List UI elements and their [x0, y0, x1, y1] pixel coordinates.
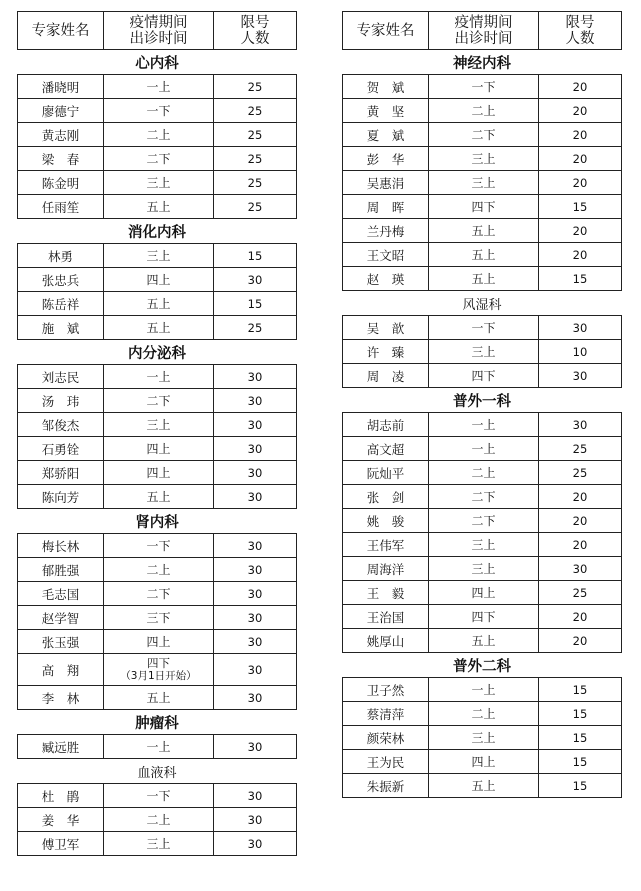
quota-count: 30 — [539, 316, 622, 340]
table-row — [343, 75, 622, 99]
expert-name: 郑骄阳 — [18, 461, 104, 485]
department-title: 心内科 — [18, 50, 297, 75]
expert-name: 赵 瑛 — [343, 267, 429, 291]
table-row — [343, 726, 622, 750]
header-quota-line2: 人数 — [565, 30, 595, 47]
expert-name: 王治国 — [343, 605, 429, 629]
quota-count: 15 — [214, 244, 297, 268]
clinic-time: 一上 — [104, 365, 214, 389]
clinic-time: 四上 — [429, 581, 539, 605]
expert-name: 石勇铨 — [18, 437, 104, 461]
department-row — [18, 509, 297, 534]
expert-name: 王 毅 — [343, 581, 429, 605]
department-row — [18, 710, 297, 735]
header-quota-line1: 限号 — [565, 14, 595, 31]
expert-name: 臧远胜 — [18, 735, 104, 759]
table-row — [343, 581, 622, 605]
department-row — [343, 388, 622, 413]
expert-name: 廖德宁 — [18, 99, 104, 123]
clinic-time: 二下 — [104, 582, 214, 606]
table-row — [343, 533, 622, 557]
quota-count: 20 — [539, 75, 622, 99]
expert-name: 胡志前 — [343, 413, 429, 437]
quota-count: 20 — [539, 485, 622, 509]
table-row — [343, 605, 622, 629]
table-row — [343, 171, 622, 195]
table-row — [343, 340, 622, 364]
right-table-body — [343, 50, 622, 798]
expert-name: 姜 华 — [18, 808, 104, 832]
department-row — [18, 50, 297, 75]
table-row — [18, 558, 297, 582]
header-quota — [539, 12, 622, 50]
quota-count: 30 — [214, 413, 297, 437]
expert-name: 陈金明 — [18, 171, 104, 195]
quota-count: 15 — [214, 292, 297, 316]
clinic-time — [104, 654, 214, 686]
expert-name: 许 臻 — [343, 340, 429, 364]
header-quota — [214, 12, 297, 50]
quota-count: 10 — [539, 340, 622, 364]
expert-name: 姚 骏 — [343, 509, 429, 533]
table-row — [18, 268, 297, 292]
department-title: 消化内科 — [18, 219, 297, 244]
clinic-time: 三下 — [104, 606, 214, 630]
table-row — [18, 75, 297, 99]
clinic-time: 三上 — [429, 340, 539, 364]
quota-count: 25 — [539, 437, 622, 461]
expert-name: 刘志民 — [18, 365, 104, 389]
table-row — [343, 316, 622, 340]
quota-count: 25 — [214, 75, 297, 99]
quota-count: 30 — [214, 784, 297, 808]
expert-name: 陈岳祥 — [18, 292, 104, 316]
department-title: 内分泌科 — [18, 340, 297, 365]
quota-count: 15 — [539, 195, 622, 219]
expert-name: 吴 歆 — [343, 316, 429, 340]
expert-name: 傅卫军 — [18, 832, 104, 856]
header-clinic-time — [429, 12, 539, 50]
table-row — [343, 509, 622, 533]
expert-name: 张忠兵 — [18, 268, 104, 292]
department-title: 神经内科 — [343, 50, 622, 75]
expert-name: 黄 坚 — [343, 99, 429, 123]
table-row — [18, 582, 297, 606]
quota-count: 30 — [214, 558, 297, 582]
table-row — [18, 195, 297, 219]
clinic-time: 五上 — [104, 485, 214, 509]
clinic-time: 四下 — [429, 605, 539, 629]
department-title: 风湿科 — [343, 291, 622, 316]
table-row — [18, 686, 297, 710]
expert-name: 朱振新 — [343, 774, 429, 798]
clinic-time: 四上 — [104, 461, 214, 485]
department-title: 普外一科 — [343, 388, 622, 413]
quota-count: 20 — [539, 219, 622, 243]
clinic-time: 二上 — [429, 99, 539, 123]
header-expert-name: 专家姓名 — [343, 12, 429, 50]
quota-count: 15 — [539, 267, 622, 291]
clinic-time: 二下 — [429, 485, 539, 509]
clinic-time: 三上 — [104, 244, 214, 268]
department-title: 肾内科 — [18, 509, 297, 534]
header-expert-name: 专家姓名 — [18, 12, 104, 50]
clinic-time: 一下 — [104, 99, 214, 123]
header-clinic-time-line2: 出诊时间 — [129, 30, 188, 47]
expert-name: 贺 斌 — [343, 75, 429, 99]
clinic-time: 三上 — [429, 171, 539, 195]
clinic-time: 五上 — [429, 629, 539, 653]
clinic-time: 五上 — [104, 316, 214, 340]
clinic-time: 四上 — [429, 750, 539, 774]
table-row — [18, 808, 297, 832]
quota-count: 30 — [214, 686, 297, 710]
table-row — [343, 750, 622, 774]
quota-count: 25 — [214, 99, 297, 123]
quota-count: 20 — [539, 533, 622, 557]
expert-name: 高文超 — [343, 437, 429, 461]
table-row — [18, 784, 297, 808]
clinic-time: 一下 — [104, 534, 214, 558]
table-row — [343, 195, 622, 219]
clinic-time: 四下 — [429, 364, 539, 388]
table-row — [18, 147, 297, 171]
quota-count: 20 — [539, 605, 622, 629]
clinic-time: 二上 — [429, 461, 539, 485]
department-title: 肿瘤科 — [18, 710, 297, 735]
expert-name: 郁胜强 — [18, 558, 104, 582]
table-row — [343, 267, 622, 291]
table-row — [343, 123, 622, 147]
quota-count: 30 — [539, 557, 622, 581]
department-row — [18, 340, 297, 365]
clinic-time: 三上 — [104, 832, 214, 856]
expert-name: 蔡清萍 — [343, 702, 429, 726]
clinic-time: 一下 — [429, 75, 539, 99]
quota-count: 20 — [539, 509, 622, 533]
clinic-time: 一下 — [104, 784, 214, 808]
right-schedule-column — [342, 11, 621, 798]
clinic-time: 二下 — [104, 389, 214, 413]
clinic-time: 三上 — [429, 726, 539, 750]
expert-name: 任雨笙 — [18, 195, 104, 219]
clinic-time: 五上 — [429, 243, 539, 267]
clinic-time: 二上 — [104, 123, 214, 147]
quota-count: 15 — [539, 702, 622, 726]
table-row — [18, 99, 297, 123]
clinic-time: 三上 — [429, 557, 539, 581]
clinic-time-note: （3月1日开始） — [120, 670, 197, 682]
expert-name: 王伟军 — [343, 533, 429, 557]
quota-count: 20 — [539, 147, 622, 171]
clinic-time: 五上 — [429, 219, 539, 243]
table-row — [18, 606, 297, 630]
table-row — [18, 832, 297, 856]
expert-name: 梅长林 — [18, 534, 104, 558]
expert-name: 张 剑 — [343, 485, 429, 509]
expert-name: 潘晓明 — [18, 75, 104, 99]
left-schedule-column — [17, 11, 296, 856]
table-row — [343, 774, 622, 798]
table-row — [343, 364, 622, 388]
expert-name: 王文昭 — [343, 243, 429, 267]
clinic-time: 五上 — [429, 267, 539, 291]
quota-count: 30 — [214, 437, 297, 461]
expert-name: 高 翔 — [18, 654, 104, 686]
quota-count: 30 — [214, 735, 297, 759]
table-row — [18, 735, 297, 759]
quota-count: 15 — [539, 726, 622, 750]
department-row — [343, 291, 622, 316]
expert-name: 李 林 — [18, 686, 104, 710]
clinic-time: 二下 — [104, 147, 214, 171]
quota-count: 30 — [539, 413, 622, 437]
clinic-time: 二上 — [429, 702, 539, 726]
clinic-time: 四上 — [104, 268, 214, 292]
quota-count: 30 — [539, 364, 622, 388]
table-row — [18, 123, 297, 147]
expert-name: 吴惠涓 — [343, 171, 429, 195]
table-row — [18, 389, 297, 413]
clinic-time: 五上 — [104, 292, 214, 316]
table-row — [18, 654, 297, 686]
department-row — [18, 219, 297, 244]
expert-name: 夏 斌 — [343, 123, 429, 147]
quota-count: 25 — [214, 123, 297, 147]
clinic-time: 五上 — [104, 686, 214, 710]
department-row — [343, 50, 622, 75]
expert-name: 姚厚山 — [343, 629, 429, 653]
clinic-time: 二下 — [429, 123, 539, 147]
table-row — [343, 485, 622, 509]
expert-name: 颜荣林 — [343, 726, 429, 750]
department-row — [18, 759, 297, 784]
quota-count: 25 — [214, 147, 297, 171]
expert-name: 施 斌 — [18, 316, 104, 340]
left-table-body — [18, 50, 297, 856]
quota-count: 30 — [214, 268, 297, 292]
table-row — [18, 244, 297, 268]
quota-count: 30 — [214, 389, 297, 413]
department-row — [343, 653, 622, 678]
quota-count: 15 — [539, 774, 622, 798]
table-row — [343, 147, 622, 171]
expert-name: 梁 春 — [18, 147, 104, 171]
left-schedule-table — [17, 11, 297, 856]
clinic-time: 五上 — [104, 195, 214, 219]
table-row — [343, 629, 622, 653]
expert-name: 陈向芳 — [18, 485, 104, 509]
table-row — [18, 316, 297, 340]
table-row — [343, 557, 622, 581]
quota-count: 20 — [539, 629, 622, 653]
quota-count: 20 — [539, 99, 622, 123]
quota-count: 25 — [214, 195, 297, 219]
expert-name: 周海洋 — [343, 557, 429, 581]
expert-name: 黄志刚 — [18, 123, 104, 147]
quota-count: 25 — [214, 171, 297, 195]
clinic-time: 一上 — [429, 437, 539, 461]
quota-count: 20 — [539, 123, 622, 147]
clinic-time: 一上 — [429, 413, 539, 437]
table-row — [343, 461, 622, 485]
expert-name: 邹俊杰 — [18, 413, 104, 437]
quota-count: 15 — [539, 750, 622, 774]
quota-count: 25 — [539, 581, 622, 605]
department-title: 血液科 — [18, 759, 297, 784]
quota-count: 30 — [214, 606, 297, 630]
quota-count: 30 — [214, 365, 297, 389]
expert-name: 王为民 — [343, 750, 429, 774]
quota-count: 30 — [214, 654, 297, 686]
expert-name: 周 晖 — [343, 195, 429, 219]
table-row — [343, 702, 622, 726]
table-header-row — [343, 12, 622, 50]
table-row — [18, 485, 297, 509]
expert-name: 赵学智 — [18, 606, 104, 630]
quota-count: 30 — [214, 832, 297, 856]
clinic-time: 四上 — [104, 437, 214, 461]
expert-name: 阮灿平 — [343, 461, 429, 485]
expert-name: 林勇 — [18, 244, 104, 268]
expert-name: 张玉强 — [18, 630, 104, 654]
expert-name: 周 凌 — [343, 364, 429, 388]
table-row — [18, 171, 297, 195]
department-title: 普外二科 — [343, 653, 622, 678]
clinic-time: 一上 — [104, 75, 214, 99]
clinic-time: 三上 — [429, 147, 539, 171]
expert-name: 卫子然 — [343, 678, 429, 702]
expert-name: 杜 鹃 — [18, 784, 104, 808]
quota-count: 30 — [214, 582, 297, 606]
clinic-time: 二上 — [104, 558, 214, 582]
right-schedule-table — [342, 11, 622, 798]
expert-name: 毛志国 — [18, 582, 104, 606]
header-clinic-time — [104, 12, 214, 50]
header-clinic-time-line1: 疫情期间 — [454, 14, 513, 31]
quota-count: 30 — [214, 485, 297, 509]
table-row — [343, 413, 622, 437]
clinic-time: 一下 — [429, 316, 539, 340]
header-quota-line2: 人数 — [240, 30, 270, 47]
expert-name: 汤 玮 — [18, 389, 104, 413]
table-header-row — [18, 12, 297, 50]
table-row — [18, 534, 297, 558]
table-row — [18, 461, 297, 485]
table-row — [18, 292, 297, 316]
quota-count: 25 — [214, 316, 297, 340]
table-row — [343, 243, 622, 267]
quota-count: 15 — [539, 678, 622, 702]
table-row — [18, 365, 297, 389]
table-row — [343, 99, 622, 123]
quota-count: 25 — [539, 461, 622, 485]
quota-count: 20 — [539, 171, 622, 195]
clinic-time: 一上 — [429, 678, 539, 702]
clinic-time: 三上 — [104, 413, 214, 437]
header-clinic-time-line2: 出诊时间 — [454, 30, 513, 47]
clinic-time: 三上 — [104, 171, 214, 195]
quota-count: 20 — [539, 243, 622, 267]
quota-count: 30 — [214, 808, 297, 832]
clinic-time: 四上 — [104, 630, 214, 654]
table-row — [343, 219, 622, 243]
header-clinic-time-line1: 疫情期间 — [129, 14, 188, 31]
quota-count: 30 — [214, 534, 297, 558]
expert-name: 兰丹梅 — [343, 219, 429, 243]
table-row — [18, 413, 297, 437]
clinic-time-main: 四下 — [147, 656, 170, 670]
clinic-time: 五上 — [429, 774, 539, 798]
clinic-time: 一上 — [104, 735, 214, 759]
clinic-time: 二下 — [429, 509, 539, 533]
table-row — [343, 678, 622, 702]
clinic-time: 二上 — [104, 808, 214, 832]
table-row — [18, 630, 297, 654]
header-quota-line1: 限号 — [240, 14, 270, 31]
table-row — [343, 437, 622, 461]
table-row — [18, 437, 297, 461]
expert-name: 彭 华 — [343, 147, 429, 171]
quota-count: 30 — [214, 461, 297, 485]
clinic-time: 四下 — [429, 195, 539, 219]
quota-count: 30 — [214, 630, 297, 654]
clinic-time: 三上 — [429, 533, 539, 557]
